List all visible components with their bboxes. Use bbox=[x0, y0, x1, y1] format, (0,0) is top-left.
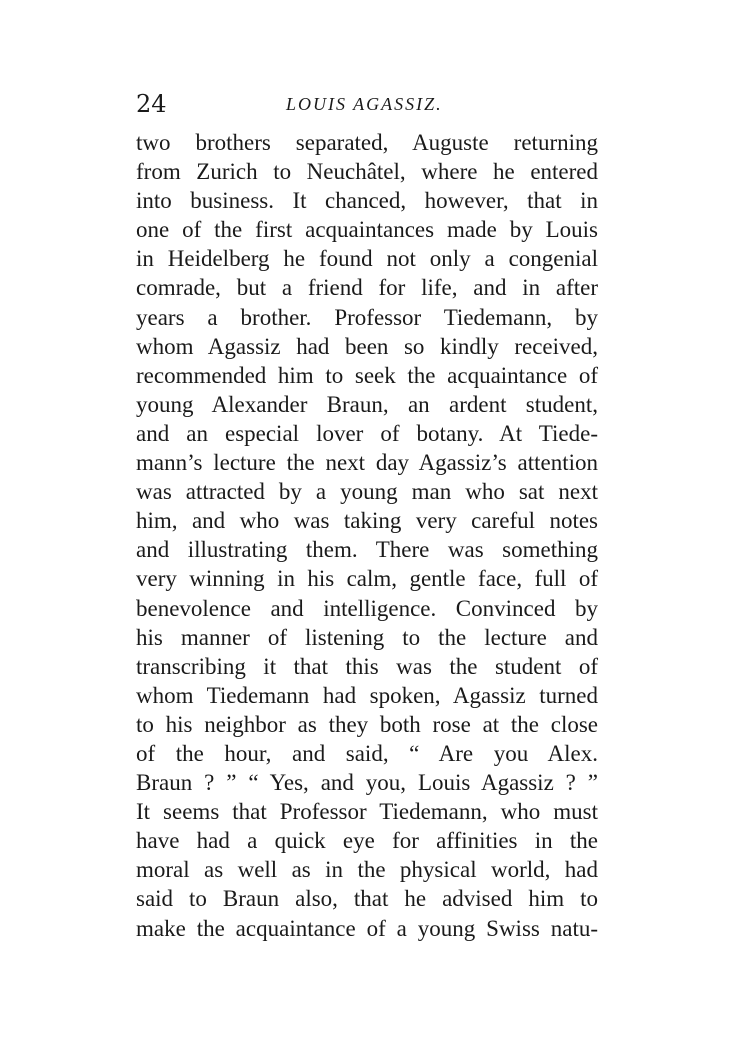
body-text bbox=[136, 128, 598, 943]
text-line: and illustrating them. There was something bbox=[136, 537, 598, 563]
text-line: into business. It chanced, however, that in bbox=[136, 188, 598, 214]
text-line: in Heidelberg he found not only a congenial bbox=[136, 246, 598, 272]
text-line: Braun ? ” “ Yes, and you, Louis Agassiz ? ” bbox=[136, 770, 598, 796]
text-line: two brothers separated, Auguste returning bbox=[136, 130, 598, 155]
text-line: make the acquaintance of a young Swiss natu- bbox=[136, 915, 598, 941]
text-line: recommended him to seek the acquaintance of bbox=[136, 362, 598, 388]
text-line: from Zurich to Neuchâtel, where he entered bbox=[136, 159, 598, 185]
text-line: whom Agassiz had been so kindly received, bbox=[136, 333, 598, 359]
text-line: years a brother. Professor Tiedemann, by bbox=[136, 304, 598, 330]
text-line: It seems that Professor Tiedemann, who must bbox=[136, 799, 598, 825]
text-line: mann’s lecture the next day Agassiz’s attention bbox=[136, 450, 598, 476]
text-line: transcribing it that this was the student of bbox=[136, 653, 598, 679]
text-line: to his neighbor as they both rose at the close bbox=[136, 711, 598, 737]
text-line: of the hour, and said, “ Are you Alex. bbox=[136, 740, 598, 766]
text-line: young Alexander Braun, an ardent student, bbox=[136, 391, 598, 417]
text-line: comrade, but a friend for life, and in after bbox=[136, 275, 598, 301]
text-line: him, and who was taking very careful notes bbox=[136, 508, 598, 534]
running-title: LOUIS AGASSIZ. bbox=[286, 94, 443, 114]
text-line: was attracted by a young man who sat next bbox=[136, 479, 598, 505]
text-line: his manner of listening to the lecture and bbox=[136, 624, 598, 650]
text-line: said to Braun also, that he advised him to bbox=[136, 886, 598, 912]
text-line: have had a quick eye for affinities in the bbox=[136, 828, 598, 854]
text-line: one of the first acquaintances made by Louis bbox=[136, 217, 598, 243]
text-line: and an especial lover of botany. At Tiede- bbox=[136, 420, 598, 446]
text-line: whom Tiedemann had spoken, Agassiz turned bbox=[136, 682, 598, 708]
page-number: 24 bbox=[136, 90, 167, 118]
text-line: moral as well as in the physical world, had bbox=[136, 857, 598, 883]
text-line: benevolence and intelligence. Convinced by bbox=[136, 595, 598, 621]
text-line: very winning in his calm, gentle face, full of bbox=[136, 566, 598, 592]
page-header bbox=[136, 88, 598, 120]
